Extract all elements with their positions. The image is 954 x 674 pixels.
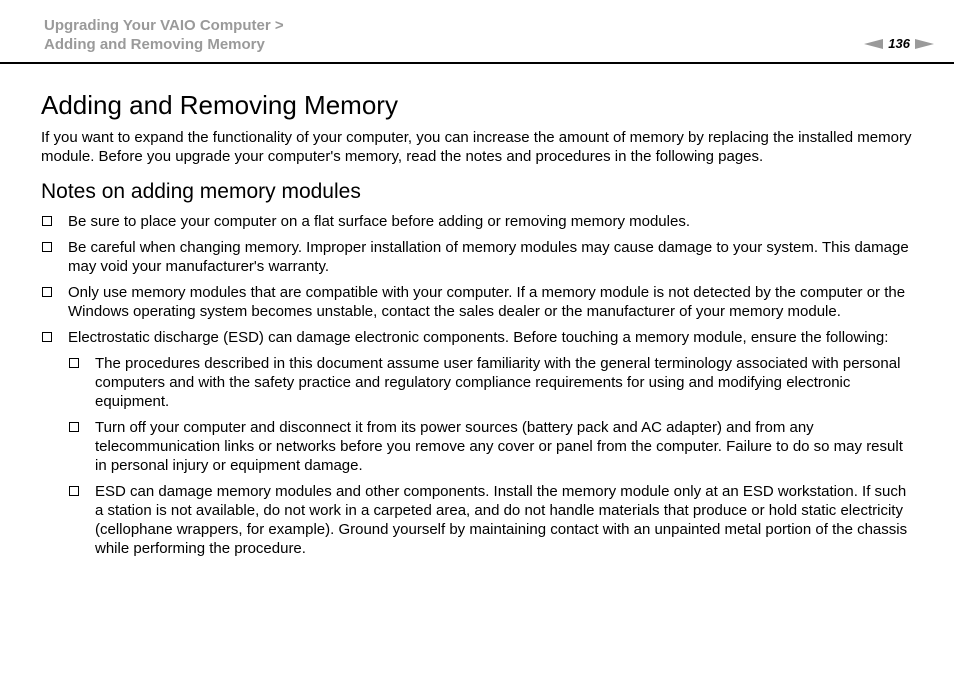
checkbox-icon [42, 242, 52, 252]
list-item-text: Be sure to place your computer on a flat surface before adding or removing memory modules. [68, 213, 690, 230]
list-item-text: Be careful when changing memory. Improper installation of memory modules may cause damage to your system. This damage may void your manufacturer's warranty. [68, 239, 909, 275]
list-item [41, 212, 916, 231]
breadcrumb-chapter[interactable]: Upgrading Your VAIO Computer > [44, 17, 284, 34]
previous-page-icon[interactable] [864, 39, 883, 49]
sub-list-item-text: ESD can damage memory modules and other components. Install the memory module only at an ESD workstation. If such a station is not available, do not work in a carpeted area, and do not handle materials that produce or hold static electricity (cellophane wrappers, for example). Ground yourself by maintaining contact with an unpainted metal portion of the chassis while performing the procedure. [95, 483, 908, 557]
list-item-text: Only use memory modules that are compatible with your computer. If a memory module is not detected by the computer or the Windows operating system becomes unstable, contact the sales dealer or the manufacturer of your memory module. [68, 284, 906, 320]
sub-list-item [68, 354, 916, 411]
checkbox-icon [42, 287, 52, 297]
notes-list [41, 212, 916, 558]
checkbox-icon [69, 486, 79, 496]
section-title: Notes on adding memory modules [41, 180, 361, 203]
intro-paragraph: If you want to expand the functionality of your computer, you can increase the amount of memory by replacing the installed memory module. Before you upgrade your computer's memory, read the notes and procedures in the following pages. [41, 129, 912, 165]
list-item [41, 238, 916, 276]
list-item [41, 283, 916, 321]
checkbox-icon [42, 216, 52, 226]
sub-list-item [68, 418, 916, 475]
sub-list-item [68, 482, 916, 558]
next-page-icon[interactable] [915, 39, 934, 49]
sub-list-item-text: The procedures described in this document assume user familiarity with the general terminology associated with personal computers and with the safety practice and regulatory compliance requirements for using and modifying electronic equipment. [95, 355, 901, 410]
sub-list-item-text: Turn off your computer and disconnect it from its power sources (battery pack and AC adapter) and from any telecommunication links or networks before you remove any cover or panel from the computer. Failure to do so may result in personal injury or equipment damage. [95, 419, 903, 474]
breadcrumb [44, 16, 284, 54]
page-navigation [864, 36, 934, 51]
list-item-text: Electrostatic discharge (ESD) can damage electronic components. Before touching a memory module, ensure the following: [68, 329, 889, 346]
page-title: Adding and Removing Memory [41, 90, 398, 120]
checkbox-icon [69, 358, 79, 368]
list-item [41, 328, 916, 558]
page-number: 136 [888, 36, 910, 51]
page-content [41, 88, 916, 565]
checkbox-icon [42, 332, 52, 342]
checkbox-icon [69, 422, 79, 432]
breadcrumb-section[interactable]: Adding and Removing Memory [44, 36, 265, 53]
esd-sublist [68, 354, 916, 558]
header-divider [0, 62, 954, 64]
